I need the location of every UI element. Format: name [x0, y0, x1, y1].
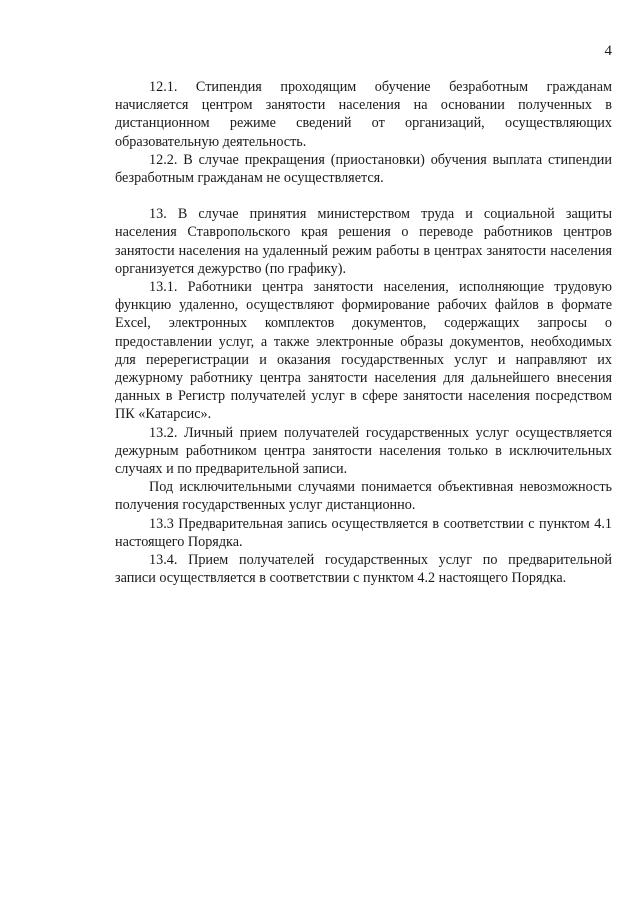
paragraph-12-2: 12.2. В случае прекращения (приостановки) обучения выплата стипендии безработным гражданам не осуществляется. — [115, 151, 612, 187]
paragraph-13-2: 13.2. Личный прием получателей государственных услуг осуществляется дежурным работником центра занятости населения только в исключительных случаях и по предварительной записи. — [115, 424, 612, 478]
document-body — [115, 78, 612, 587]
page-number: 4 — [604, 43, 612, 59]
paragraph-13-3: 13.3 Предварительная запись осуществляется в соответствии с пунктом 4.1 настоящего Порядка. — [115, 515, 612, 550]
paragraph-12-1: 12.1. Стипендия проходящим обучение безработным гражданам начисляется центром занятости населения на основании полученных в дистанционном режиме сведений от организаций, осуществляющих образовательную деятельность. — [115, 79, 612, 150]
paragraph-13-1: 13.1. Работники центра занятости населения, исполняющие трудовую функцию удаленно, осуществляют формирование рабочих файлов в формате Excel, электронных комплектов документов, содержащих запросы о предоставлении услуг, а также электронные образы документов, необходимых для перерегистрации и оказания государственных услуг и направляют их дежурному работнику центра занятости населения для дальнейшего внесения данных в Регистр получателей услуг в сфере занятости населения посредством ПК «Катарсис». — [115, 279, 612, 423]
paragraph-13: 13. В случае принятия министерством труда и социальной защиты населения Ставропольского края решения о переводе работников центров занятости населения на удаленный режим работы в центрах занятости населения организуется дежурство (по графику). — [115, 206, 612, 277]
paragraph-exceptional-cases: Под исключительными случаями понимается объективная невозможность получения государственных услуг дистанционно. — [115, 479, 612, 514]
paragraph-13-4: 13.4. Прием получателей государственных услуг по предварительной записи осуществляется в соответствии с пунктом 4.2 настоящего Порядка. — [115, 552, 612, 587]
